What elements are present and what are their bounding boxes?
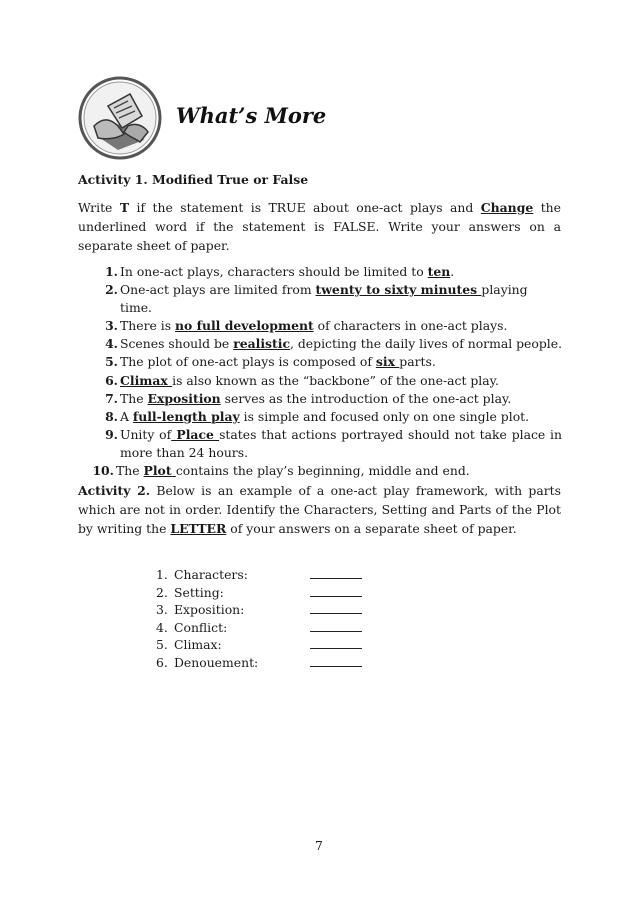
list-item: 9. Unity of Place states that actions portrayed should not take place in more than 24 hours. (105, 426, 562, 460)
list-item: 10. The Plot contains the play’s beginning, middle and end. (92, 463, 470, 479)
list-item: 2. Setting: (156, 584, 362, 602)
list-item: 4. Conflict: (156, 619, 362, 637)
answer-blank[interactable] (310, 584, 362, 597)
hands-holding-paper-icon (78, 76, 162, 160)
activity1-list (78, 263, 562, 480)
activity1-heading: Activity 1. Modified True or False (78, 172, 309, 187)
list-item: 1. Characters: (156, 566, 362, 584)
list-item: 4. Scenes should be realistic, depicting the daily lives of normal people. (105, 336, 563, 352)
activity2-heading: Activity 2. (78, 483, 151, 498)
list-item: 6. Denouement: (156, 654, 362, 672)
section-title: What’s More (176, 103, 327, 128)
list-item: 5. The plot of one-act plays is composed of six parts. (105, 354, 436, 370)
list-item: 2. One-act plays are limited from twenty to sixty minutes playing time. (105, 282, 528, 316)
page-number: 7 (315, 838, 323, 853)
activity1-instructions: Write T if the statement is TRUE about one-act plays and Change the underlined word if the statement is FALSE. Write your answers on a separate sheet of paper. (78, 200, 561, 253)
answer-blank[interactable] (310, 601, 362, 614)
answer-blank[interactable] (310, 636, 362, 649)
list-item: 6. Climax is also known as the “backbone” of the one-act play. (105, 372, 499, 388)
list-item: 1. In one-act plays, characters should be limited to ten. (105, 264, 455, 279)
list-item: 3. There is no full development of characters in one-act plays. (105, 318, 508, 334)
activity2-instructions: Activity 2. Below is an example of a one-act play framework, with parts which are not in order. Identify the Characters, Setting and Parts of the Plot by writing the LETTER of your answers on a separate sheet of paper. (78, 483, 561, 536)
list-item: 5. Climax: (156, 636, 362, 654)
answer-blank[interactable] (310, 654, 362, 667)
answer-blank[interactable] (310, 619, 362, 632)
list-item: 3. Exposition: (156, 601, 362, 619)
list-item: 8. A full-length play is simple and focused only on one single plot. (105, 408, 530, 424)
activity2-list (156, 566, 362, 672)
answer-blank[interactable] (310, 566, 362, 579)
list-item: 7. The Exposition serves as the introduction of the one-act play. (105, 390, 512, 406)
